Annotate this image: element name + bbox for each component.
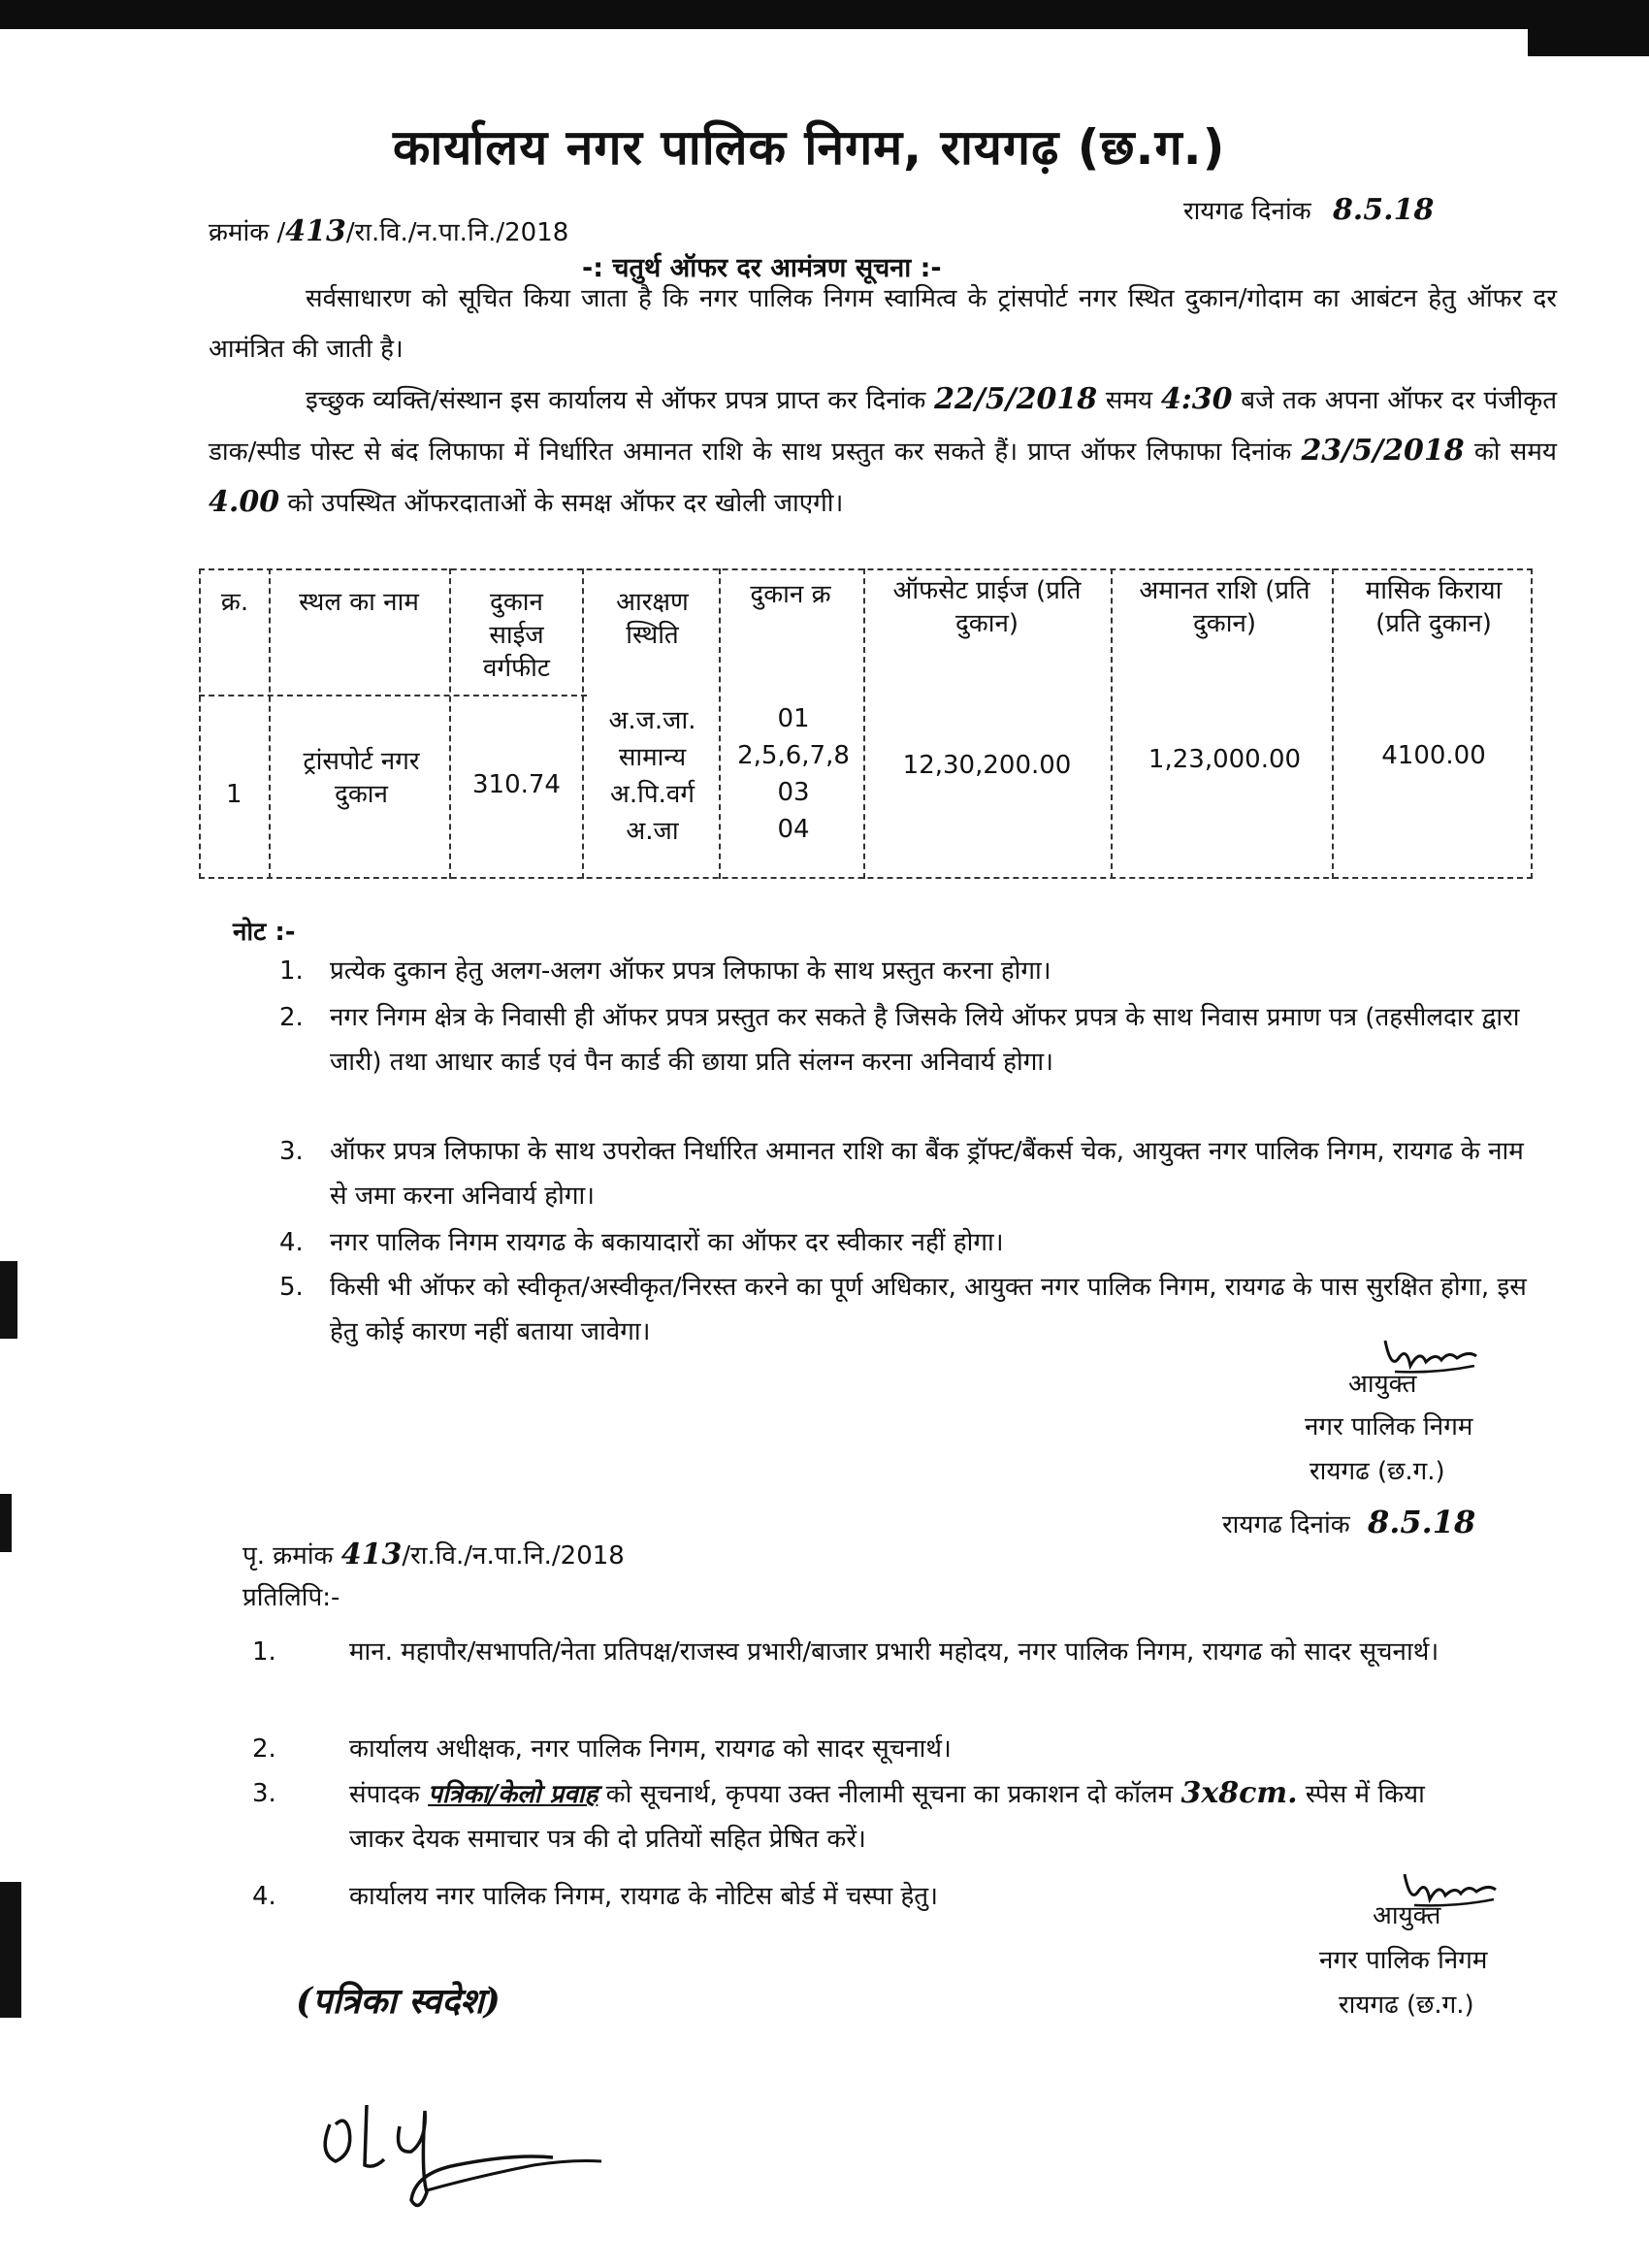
copy-heading: प्रतिलिपि:- <box>242 1583 340 1612</box>
row-sno: 1 <box>226 780 242 809</box>
handwritten-note: (पत्रिका स्वदेश) <box>296 1981 501 2022</box>
header-sno: क्र. <box>220 588 249 617</box>
newspaper-names: पत्रिका/केलो प्रवाह <box>428 1780 598 1809</box>
header-rent: मासिक किराया (प्रति दुकान) <box>1365 576 1503 638</box>
table-rule <box>1531 568 1533 879</box>
note-item: 3. ऑफर प्रपत्र लिफाफा के साथ उपरोक्त निर्धारित अमानत राशि का बैंक ड्रॉफ्ट/बैंकर्स चेक, आयुक्त नगर पालिक निगम, रायगढ के नाम से जमा करना अनिवार्य होगा। <box>279 1137 1524 1211</box>
paragraph-1: सर्वसाधारण को सूचित किया जाता है कि नगर पालिक निगम स्वामित्व के ट्रांसपोर्ट नगर स्थित दुकान/गोदाम का आबंटन हेतु ऑफर दर आमंत्रित की जाती है। <box>209 284 1557 364</box>
table-rule <box>449 568 451 879</box>
scan-edge-mark <box>0 1261 17 1339</box>
row-shop-number: 04 <box>777 815 810 844</box>
paragraph-2: इच्छुक व्यक्ति/संस्थान इस कार्यालय से ऑफर प्रपत्र प्राप्त कर दिनांक 22/5/2018 समय 4:30 बजे तक अपना ऑफर दर पंजीकृत डाक/स्पीड पोस्ट से बंद लिफाफा में निर्धारित अमानत राशि के साथ प्रस्तुत कर सकते हैं। प्राप्त ऑफर लिफाफा दिनांक 23/5/2018 को समय 4.00 को उपस्थित ऑफरदाताओं के समक्ष ऑफर दर खोली जाएगी। <box>209 382 1558 519</box>
header-offset-price: ऑफसेट प्राईज (प्रति दुकान) <box>892 576 1082 638</box>
copy-item: 4. कार्यालय नगर पालिक निगम, रायगढ के नोटिस बोर्ड में चस्पा हेतु। <box>252 1882 938 1911</box>
note-item: 5. किसी भी ऑफर को स्वीकृत/अस्वीकृत/निरस्त करने का पूर्ण अधिकार, आयुक्त नगर पालिक निगम, रायगढ के पास सुरक्षित होगा, इस हेतु कोई कारण नहीं बताया जावेगा। <box>279 1273 1527 1346</box>
table-rule <box>269 568 271 879</box>
table-rule <box>863 568 865 879</box>
offer-last-date: 22/5/2018 <box>934 382 1098 416</box>
notes-heading: नोट :- <box>233 918 296 947</box>
table-rule <box>582 568 584 879</box>
opening-date: 23/5/2018 <box>1301 434 1465 468</box>
note-item: 2. नगर निगम क्षेत्र के निवासी ही ऑफर प्रपत्र प्रस्तुत कर सकते है जिसके लिये ऑफर प्रपत्र के साथ निवास प्रमाण पत्र (तहसीलदार द्वारा जारी) तथा आधार कार्ड एवं पैन कार्ड की छाया प्रति संलग्न करना अनिवार्य होगा। <box>279 1003 1520 1077</box>
signature2-org: नगर पालिक निगम <box>1319 1946 1488 1975</box>
header-deposit: अमानत राशि (प्रति दुकान) <box>1139 576 1310 638</box>
copy-item: 2. कार्यालय अधीक्षक, नगर पालिक निगम, रायगढ को सादर सूचनार्थ। <box>252 1734 952 1764</box>
row-place: ट्रांसपोर्ट नगर दुकान <box>303 747 420 809</box>
note-item: 1. प्रत्येक दुकान हेतु अलग-अलग ऑफर प्रपत्र लिफाफा के साथ प्रस्तुत करना होगा। <box>279 956 1051 986</box>
signature2-title: आयुक्त <box>1373 1901 1441 1930</box>
row-rent: 4100.00 <box>1381 741 1486 770</box>
scan-edge-mark <box>0 1494 12 1552</box>
row-size: 310.74 <box>472 770 561 799</box>
header-shop-no: दुकान क्र <box>750 580 831 609</box>
row-deposit: 1,23,000.00 <box>1148 745 1302 774</box>
table-rule <box>199 695 587 697</box>
offer-table <box>199 568 1533 879</box>
date-label: रायगढ दिनांक <box>1183 197 1311 226</box>
signature1-title: आयुक्त <box>1348 1370 1417 1399</box>
row-category: अ.जा <box>626 817 679 846</box>
signature2-city: रायगढ (छ.ग.) <box>1339 1991 1474 2020</box>
date-value: 8.5.18 <box>1332 193 1435 227</box>
row-shop-number: 01 <box>777 704 810 733</box>
ref-hand: 413 <box>285 214 346 248</box>
copy-item: 3. संपादक पत्रिका/केलो प्रवाह को सूचनार्थ, कृपया उक्त नीलामी सूचना का प्रकाशन दो कॉलम 3x8cm. स्पेस में किया जाकर देयक समाचार पत्र की दो प्रतियों सहित प्रेषित करें। <box>252 1776 1425 1854</box>
office-title: कार्यालय नगर पालिक निगम, रायगढ़ (छ.ग.) <box>393 119 1226 176</box>
signature1-org: नगर पालिक निगम <box>1305 1412 1473 1442</box>
signature1-city: रायगढ (छ.ग.) <box>1310 1457 1445 1486</box>
table-rule <box>1111 568 1113 879</box>
header-place: स्थल का नाम <box>299 588 419 617</box>
row-category: सामान्य <box>618 743 687 772</box>
notice-subject: -: चतुर्थ ऑफर दर आमंत्रण सूचना :- <box>582 253 942 283</box>
copy-item: 1. मान. महापौर/सभापति/नेता प्रतिपक्ष/राजस्व प्रभारी/बाजार प्रभारी महोदय, नगर पालिक निगम, रायगढ को सादर सूचनार्थ। <box>252 1637 1439 1667</box>
row-offset-price: 12,30,200.00 <box>902 751 1072 780</box>
note-item: 4. नगर पालिक निगम रायगढ के बकायादारों का ऑफर दर स्वीकार नहीं होगा। <box>279 1228 1004 1257</box>
row-category: अ.ज.जा. <box>608 706 696 735</box>
scan-top-border <box>0 0 1649 29</box>
offer-last-time: 4:30 <box>1160 382 1233 416</box>
issue-date <box>1183 194 1434 228</box>
scan-top-corner <box>1528 0 1649 56</box>
endorsement-ref: पृ. क्रमांक 413/रा.वि./न.पा.नि./2018 <box>242 1538 625 1571</box>
row-shop-number: 2,5,6,7,8 <box>737 741 850 770</box>
header-size: दुकान साईज वर्गफीट <box>483 588 550 683</box>
table-rule <box>1332 568 1334 879</box>
scan-edge-mark <box>0 1882 21 2018</box>
handwritten-signature <box>310 2076 621 2221</box>
table-rule <box>719 568 721 879</box>
row-category: अ.पि.वर्ग <box>610 780 695 809</box>
opening-time: 4.00 <box>209 485 280 519</box>
signature1-date: रायगढ दिनांक 8.5.18 <box>1222 1504 1476 1540</box>
header-reservation: आरक्षण स्थिति <box>616 588 689 650</box>
ad-size: 3x8cm. <box>1180 1776 1298 1810</box>
reference-number: क्रमांक /413/रा.वि./न.पा.नि./2018 <box>209 214 569 248</box>
row-shop-number: 03 <box>777 778 810 807</box>
